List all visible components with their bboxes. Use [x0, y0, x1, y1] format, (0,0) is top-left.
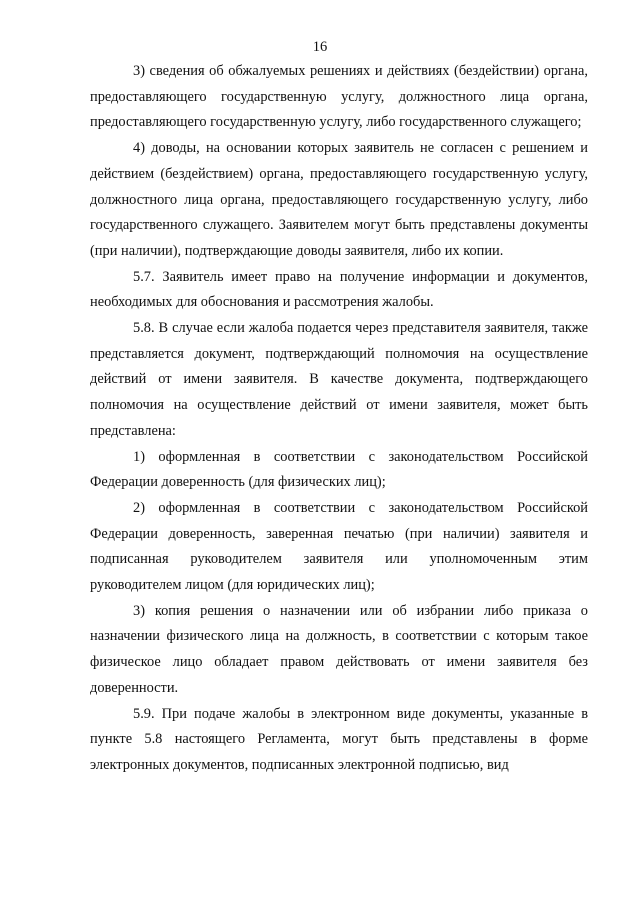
page-number: 16: [312, 39, 328, 55]
body-text: [90, 59, 588, 779]
paragraph-5-8-item-1: 1) оформленная в соответствии с законодательством Российской Федерации доверенность (для физических лиц);: [90, 448, 588, 491]
paragraph-5-8: 5.8. В случае если жалоба подается через представителя заявителя, также представляется документ, подтверждающий полномочия на осуществление действий от имени заявителя. В качестве документа, подтверждающего полномочия на осуществление действий от имени заявителя, может быть представлена:: [90, 320, 588, 439]
paragraph-5-8-item-2: 2) оформленная в соответствии с законодательством Российской Федерации доверенность, заверенная печатью (при наличии) заявителя и подписанная руководителем заявителя или уполномоченным этим руководителем лицом (для юридических лиц);: [90, 499, 588, 594]
paragraph-item-4: 4) доводы, на основании которых заявитель не согласен с решением и действием (бездействием) органа, предоставляющего государственную услугу, должностного лица органа, предоставляющего государственную услугу, либо государственного служащего. Заявителем могут быть представлены документы (при наличии), подтверждающие доводы заявителя, либо их копии.: [90, 140, 588, 259]
paragraph-5-8-item-3: 3) копия решения о назначении или об избрании либо приказа о назначении физического лица на должность, в соответствии с которым такое физическое лицо обладает правом действовать от имени заявителя без доверенности.: [90, 602, 588, 696]
paragraph-item-3: 3) сведения об обжалуемых решениях и действиях (бездействии) органа, предоставляющего государственную услугу, должностного лица органа, предоставляющего государственную услугу, либо государственного служащего;: [90, 63, 588, 131]
paragraph-5-7: 5.7. Заявитель имеет право на получение информации и документов, необходимых для обоснования и рассмотрения жалобы.: [90, 268, 588, 311]
paragraph-5-9: 5.9. При подаче жалобы в электронном виде документы, указанные в пункте 5.8 настоящего Регламента, могут быть представлены в форме электронных документов, подписанных электронной подписью, вид: [90, 705, 588, 773]
